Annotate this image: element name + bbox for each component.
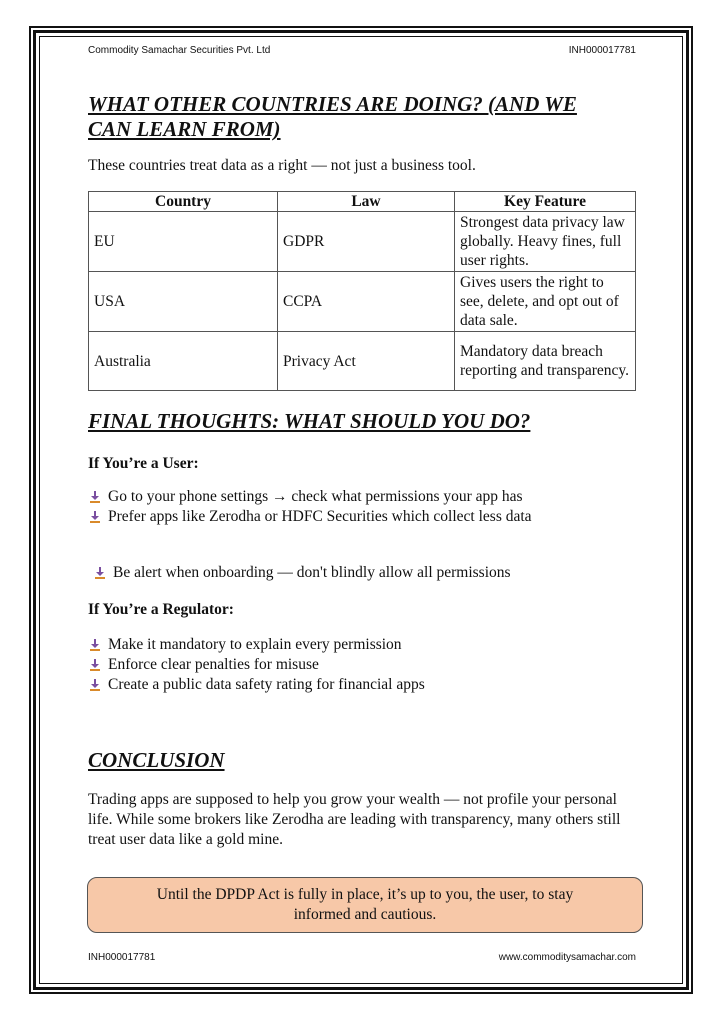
callout-text: Until the DPDP Act is fully in place, it’s up to you, the user, to stay informed and cautious.	[156, 886, 574, 923]
list-item-text: Create a public data safety rating for financial apps	[108, 676, 425, 693]
table-row	[89, 272, 636, 332]
page-header	[88, 45, 636, 56]
list-item-text: Enforce clear penalties for misuse	[108, 656, 319, 673]
cell-law: GDPR	[278, 212, 455, 272]
list-item-text: Make it mandatory to explain every permission	[108, 636, 402, 653]
down-arrow-bullet-icon	[88, 678, 102, 692]
list-item	[88, 675, 618, 695]
table-header-row	[89, 192, 636, 212]
countries-table	[88, 191, 636, 391]
down-arrow-bullet-icon	[93, 566, 107, 580]
header-company-name: Commodity Samachar Securities Pvt. Ltd	[88, 45, 271, 56]
section-title-conclusion: CONCLUSION	[88, 748, 225, 772]
column-header-law: Law	[278, 192, 455, 212]
cell-key-feature: Mandatory data breach reporting and transparency.	[455, 332, 636, 391]
column-header-country: Country	[89, 192, 278, 212]
table-row	[89, 332, 636, 391]
cell-country: Australia	[89, 332, 278, 391]
cell-country: USA	[89, 272, 278, 332]
down-arrow-bullet-icon	[88, 510, 102, 524]
section-title-final-thoughts: FINAL THOUGHTS: WHAT SHOULD YOU DO?	[88, 409, 531, 433]
down-arrow-bullet-icon	[88, 638, 102, 652]
list-item	[88, 487, 618, 507]
cell-country: EU	[89, 212, 278, 272]
cell-key-feature: Gives users the right to see, delete, and opt out of data sale.	[455, 272, 636, 332]
callout-box	[87, 877, 643, 933]
down-arrow-bullet-icon	[88, 490, 102, 504]
list-item	[88, 655, 618, 675]
cell-key-feature: Strongest data privacy law globally. Heavy fines, full user rights.	[455, 212, 636, 272]
section-intro: These countries treat data as a right — not just a business tool.	[88, 157, 476, 174]
list-item	[88, 635, 618, 655]
list-item-text: Be alert when onboarding — don't blindly allow all permissions	[113, 564, 511, 581]
user-subheading: If You’re a User:	[88, 455, 199, 472]
page-footer	[88, 952, 636, 963]
list-item-text: Go to your phone settings → check what permissions your app has	[108, 488, 523, 505]
cell-law: Privacy Act	[278, 332, 455, 391]
list-item-text: Prefer apps like Zerodha or HDFC Securities which collect less data	[108, 508, 532, 525]
list-item	[93, 563, 623, 583]
table-row	[89, 212, 636, 272]
section-title-other-countries	[88, 92, 577, 142]
section-title-line-1: WHAT OTHER COUNTRIES ARE DOING? (AND WE	[88, 92, 577, 116]
footer-website: www.commoditysamachar.com	[498, 952, 636, 963]
cell-law: CCPA	[278, 272, 455, 332]
list-item	[88, 507, 588, 527]
header-registration-number: INH000017781	[568, 45, 636, 56]
footer-registration-number: INH000017781	[88, 952, 156, 963]
section-title-line-2: CAN LEARN FROM)	[88, 117, 281, 141]
conclusion-body: Trading apps are supposed to help you grow your wealth — not profile your personal life. While some brokers like Zerodha are leading with transparency, many others still treat user data like a gold mine.	[88, 791, 621, 848]
down-arrow-bullet-icon	[88, 658, 102, 672]
column-header-key-feature: Key Feature	[455, 192, 636, 212]
regulator-subheading: If You’re a Regulator:	[88, 601, 234, 618]
